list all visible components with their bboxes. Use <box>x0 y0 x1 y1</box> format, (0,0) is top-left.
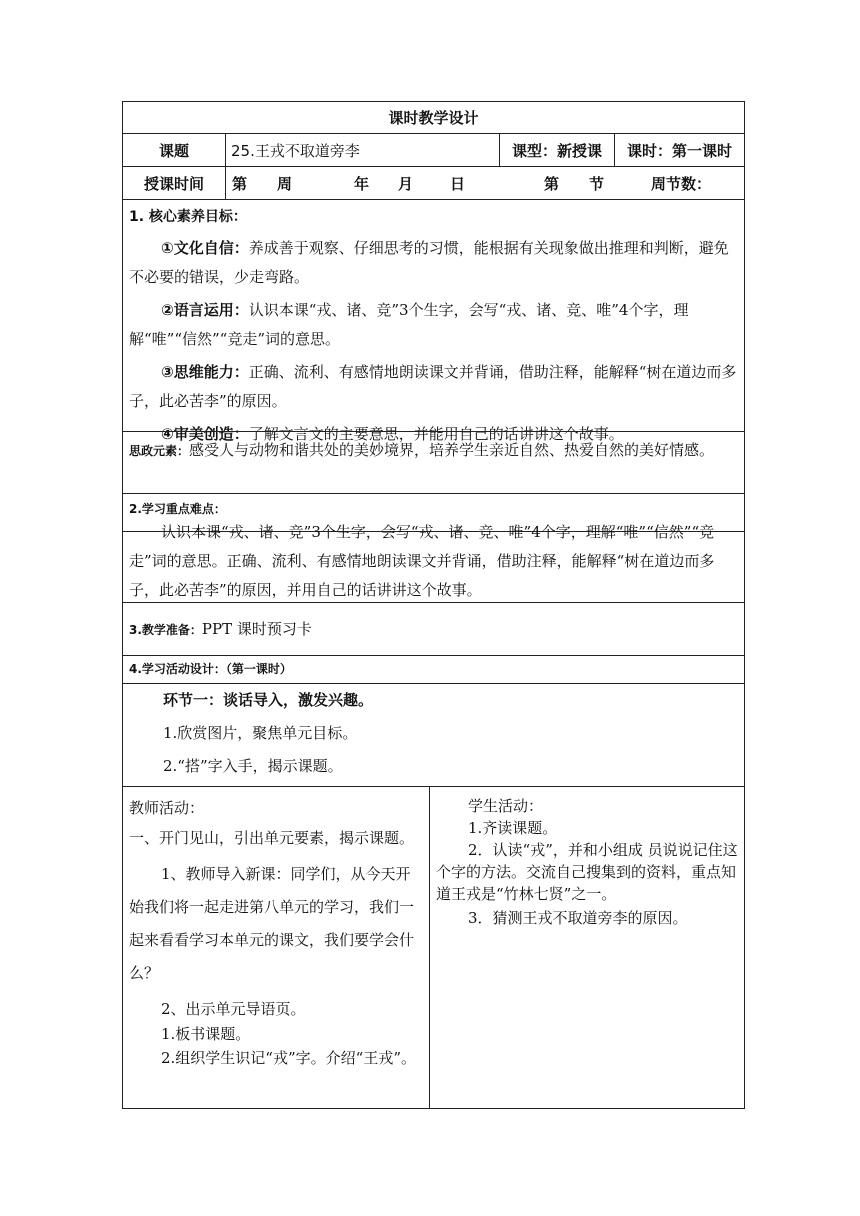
preparation-section <box>122 602 745 656</box>
time-fields <box>226 167 744 199</box>
time-row <box>122 166 745 200</box>
student-para-1: 1.齐读课题。 <box>468 819 558 837</box>
activities-row <box>122 786 745 1109</box>
teacher-para-4: 1.板书课题。 <box>161 1025 251 1043</box>
day-field: 日 <box>450 174 466 193</box>
goal-item-language: ②语言运用：认识本课“戎、诸、竞”3个生字，会写“戎、诸、竞、唯”4个字，理解“唯”“信然”“竞走”词的意思。 <box>129 301 689 348</box>
month-field: 月 <box>398 174 414 193</box>
teacher-para-5: 2.组织学生识记“戎”字。介绍“王戎”。 <box>161 1049 416 1067</box>
core-goals-heading: 1. 核心素养目标： <box>129 209 247 225</box>
teacher-activities <box>123 787 430 1108</box>
teacher-heading: 教师活动： <box>129 799 205 817</box>
topic-value: 25.王戎不取道旁李 <box>226 134 500 166</box>
goal-item-aesthetic: ④审美创造：了解文言文的主要意思，并能用自己的话讲讲这个故事。 <box>161 425 624 443</box>
title-row <box>122 101 745 134</box>
year-field: 年 <box>354 174 370 193</box>
key-points-text: 认识本课“戎、诸、竞”3个生字，会写“戎、诸、竞、唯”4个字，理解“唯”“信然”“竞走”词的意思。正确、流利、有感情地朗读课文并背诵，借助注释，能解释“树在道边而多子，此必苦李”的原因，并用自己的话讲讲这个故事。 <box>129 523 715 599</box>
ideology-text: 思政元素：感受人与动物和谐共处的美妙境界，培养学生亲近自然、热爱自然的美好情感。 <box>129 441 715 459</box>
page-title: 课时教学设计 <box>388 109 479 127</box>
segment-title: 环节一：谈话导入，激发兴趣。 <box>163 691 374 709</box>
time-label: 授课时间 <box>123 167 226 199</box>
activity-heading: 4.学习活动设计：（第一课时） <box>129 662 292 676</box>
lesson-type: 课型：新授课 <box>500 134 615 166</box>
weekly-count-field: 周节数： <box>651 174 712 193</box>
segment-step-1: 1.欣赏图片，聚焦单元目标。 <box>163 724 358 742</box>
student-para-2: 2．认读“戎”，并和小组成 员说说记住这个字的方法。交流自己搜集到的资料，重点知道王戎是“竹林七贤”之一。 <box>436 841 738 903</box>
student-heading: 学生活动： <box>468 797 544 815</box>
preparation-text: 3.教学准备：PPT 课时预习卡 <box>129 620 312 638</box>
section-field: 第 节 <box>544 174 605 193</box>
ideology-section <box>122 431 745 494</box>
activity-heading-row <box>122 655 745 684</box>
student-para-3: 3．猜测王戎不取道旁李的原因。 <box>468 909 688 927</box>
teacher-para-2: 1、教师导入新课：同学们，从今天开始我们将一起走进第八单元的学习，我们一起来看看学习本单元的课文，我们要学会什么？ <box>129 865 415 982</box>
key-points-heading: 2.学习重点难点： <box>129 502 226 516</box>
key-points-section <box>122 493 745 603</box>
topic-label: 课题 <box>123 134 226 166</box>
student-activities <box>430 787 744 1108</box>
goal-item-culture: ①文化自信：养成善于观察、仔细思考的习惯，能根据有关现象做出推理和判断，避免不必要的错误，少走弯路。 <box>129 239 729 286</box>
teacher-para-3: 2、出示单元导语页。 <box>161 1000 306 1018</box>
goal-item-thinking: ③思维能力：正确、流利、有感情地朗读课文并背诵，借助注释，能解释“树在道边而多子，此必苦李”的原因。 <box>129 363 737 410</box>
teacher-para-1: 一、开门见山，引出单元要素，揭示课题。 <box>129 829 415 847</box>
segment-step-2: 2.“搭”字入手，揭示课题。 <box>163 757 343 775</box>
segment-section <box>122 683 745 787</box>
header-row <box>122 133 745 167</box>
lesson-period: 课时：第一课时 <box>626 141 732 160</box>
week-field: 第 周 <box>232 174 293 193</box>
